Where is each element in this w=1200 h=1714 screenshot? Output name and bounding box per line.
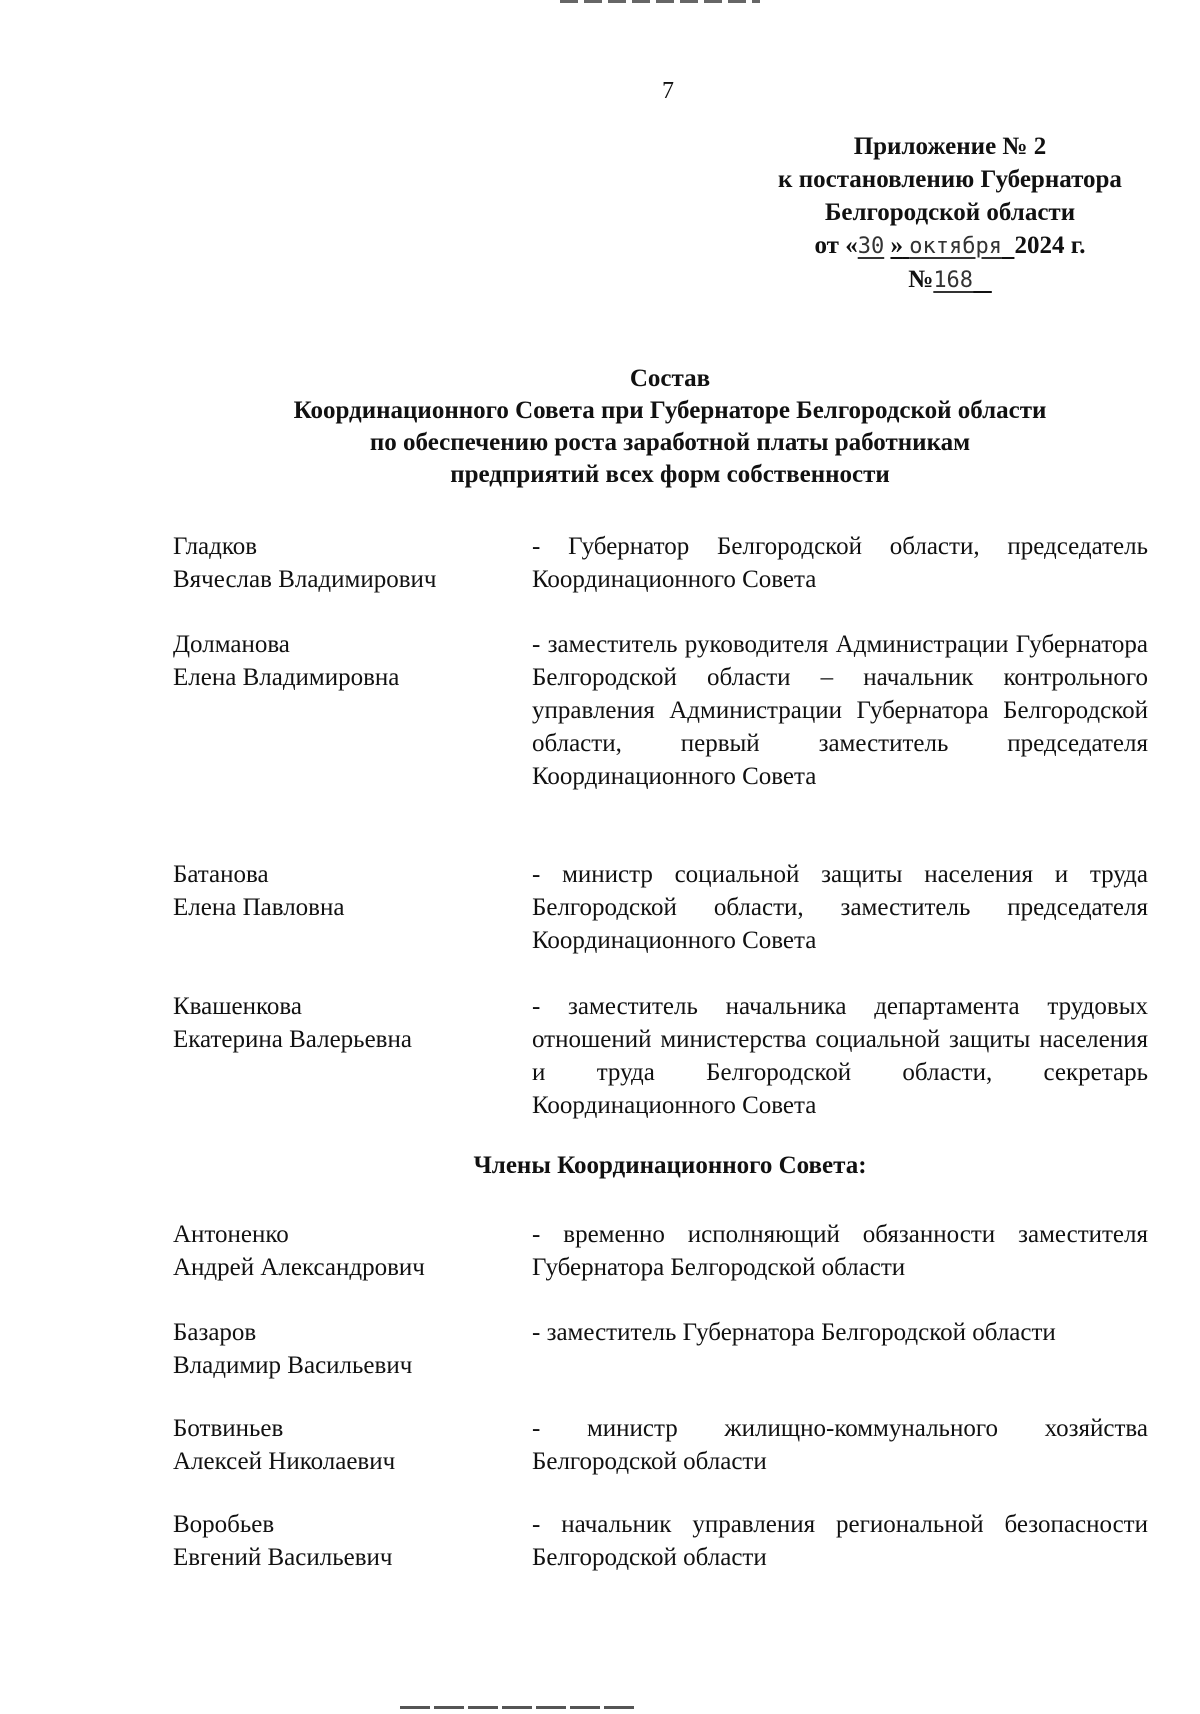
member-name bbox=[173, 1508, 503, 1574]
number-prefix: № bbox=[908, 266, 934, 293]
appendix-date bbox=[720, 229, 1180, 263]
member-given-names: Елена Павловна bbox=[173, 894, 345, 921]
member-surname: Ботвиньев bbox=[173, 1415, 284, 1442]
member-name bbox=[173, 1316, 503, 1382]
member-surname: Квашенкова bbox=[173, 993, 302, 1020]
page-number: 7 bbox=[662, 78, 674, 104]
appendix-decree-ref: к постановлению Губернатора bbox=[778, 166, 1122, 193]
date-day: 30 bbox=[857, 234, 885, 259]
date-year: 2024 г. bbox=[1014, 232, 1086, 259]
member-role: - временно исполняющий обязанности заместителя Губернатора Белгородской области bbox=[532, 1221, 1148, 1281]
member-given-names: Елена Владимировна bbox=[173, 664, 400, 691]
member-role: - Губернатор Белгородской области, председатель Координационного Совета bbox=[532, 533, 1148, 593]
member-role: - министр жилищно-коммунального хозяйства Белгородской области bbox=[532, 1415, 1148, 1475]
list-item bbox=[173, 1508, 1148, 1588]
member-given-names: Владимир Васильевич bbox=[173, 1352, 413, 1379]
date-close-quote: » bbox=[890, 232, 903, 259]
member-surname: Батанова bbox=[173, 861, 269, 888]
member-given-names: Екатерина Валерьевна bbox=[173, 1026, 412, 1053]
leadership-list bbox=[173, 530, 1148, 1130]
list-item bbox=[173, 530, 1148, 628]
list-item bbox=[173, 1316, 1148, 1412]
document-title bbox=[170, 363, 1170, 491]
title-line-4: предприятий всех форм собственности bbox=[450, 461, 890, 488]
member-surname: Воробьев bbox=[173, 1511, 275, 1538]
member-given-names: Алексей Николаевич bbox=[173, 1448, 396, 1475]
date-prefix: от « bbox=[814, 232, 858, 259]
member-name bbox=[173, 1218, 503, 1284]
member-name bbox=[173, 990, 503, 1056]
member-role: - министр социальной защиты населения и труда Белгородской области, заместитель председателя Координационного Совета bbox=[532, 861, 1148, 954]
title-line-3: по обеспечению роста заработной платы работникам bbox=[369, 429, 971, 456]
member-role: - заместитель Губернатора Белгородской области bbox=[532, 1319, 1056, 1346]
appendix-header bbox=[720, 130, 1180, 297]
number-value: 168 bbox=[933, 268, 974, 293]
title-line-1: Состав bbox=[629, 365, 711, 392]
member-surname: Гладков bbox=[173, 533, 258, 560]
title-line-2: Координационного Совета при Губернаторе Белгородской области bbox=[293, 397, 1047, 424]
member-role: - заместитель начальника департамента трудовых отношений министерства социальной защиты населения и труда Белгородской области, секретарь Координационного Совета bbox=[532, 993, 1148, 1119]
member-role: - заместитель руководителя Администрации Губернатора Белгородской области – начальник контрольного управления Администрации Губернатора Белгородской области, первый заместитель председателя Координационного Совета bbox=[532, 631, 1148, 790]
date-month: октября bbox=[909, 234, 1002, 259]
appendix-region: Белгородской области bbox=[824, 199, 1076, 226]
list-item bbox=[173, 628, 1148, 858]
member-given-names: Андрей Александрович bbox=[173, 1254, 425, 1281]
member-name bbox=[173, 1412, 503, 1478]
list-item bbox=[173, 1412, 1148, 1508]
member-name bbox=[173, 858, 503, 924]
member-name bbox=[173, 530, 503, 596]
scan-artifact-bottom bbox=[400, 1706, 636, 1709]
members-heading: Члены Координационного Совета: bbox=[473, 1152, 867, 1179]
list-item bbox=[173, 858, 1148, 990]
member-given-names: Вячеслав Владимирович bbox=[173, 566, 437, 593]
member-given-names: Евгений Васильевич bbox=[173, 1544, 393, 1571]
member-name bbox=[173, 628, 503, 694]
member-surname: Антоненко bbox=[173, 1221, 289, 1248]
list-item bbox=[173, 1218, 1148, 1316]
members-list bbox=[173, 1218, 1148, 1588]
member-surname: Базаров bbox=[173, 1319, 257, 1346]
appendix-title: Приложение № 2 bbox=[853, 133, 1047, 160]
scan-artifact-top bbox=[560, 0, 760, 3]
appendix-number bbox=[720, 263, 1180, 297]
list-item bbox=[173, 990, 1148, 1130]
member-role: - начальник управления региональной безопасности Белгородской области bbox=[532, 1511, 1148, 1571]
member-surname: Долманова bbox=[173, 631, 290, 658]
